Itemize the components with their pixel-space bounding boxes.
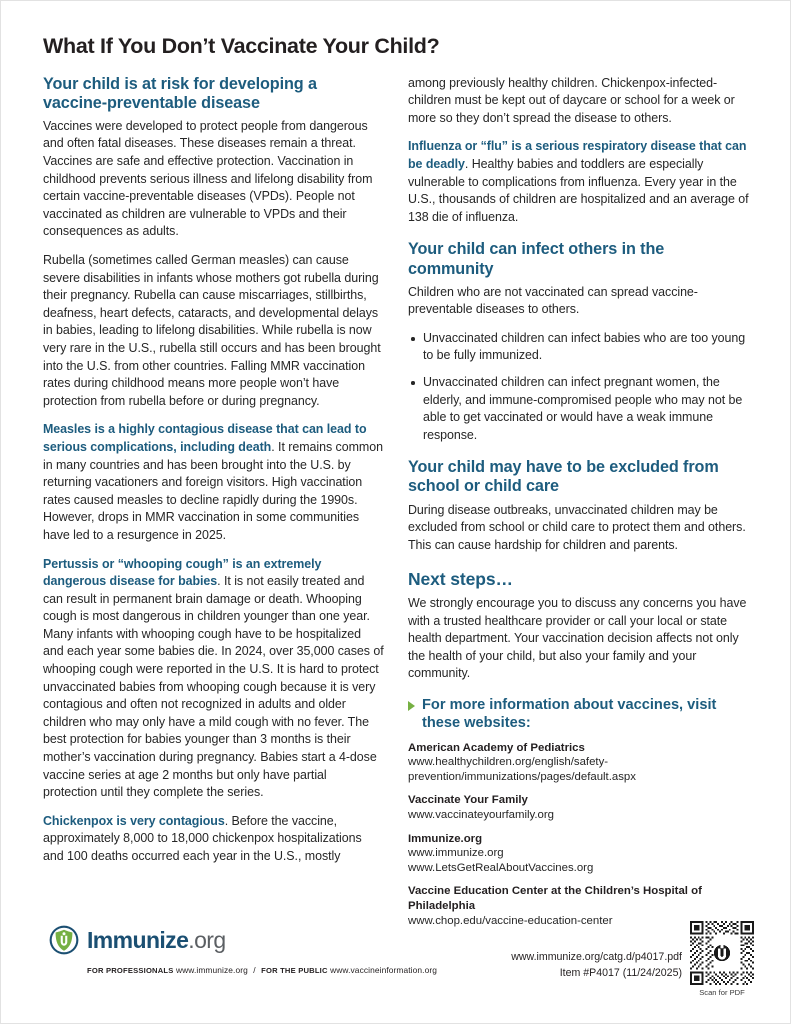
paragraph-vaccines-developed: Vaccines were developed to protect people from dangerous and often fatal diseases. These diseases remain a threat. Vaccines are safe and effective protection. Vaccination in childhood prevents serious illness and lifelong disability from certain vaccine-preventable diseases (VPDs). People not vaccinated as children are vulnerable to VPDs and their consequences as adults. bbox=[43, 118, 373, 239]
footer-separator: / bbox=[253, 965, 256, 975]
triangle-bullet-icon bbox=[408, 701, 415, 711]
doc-meta-text bbox=[511, 921, 682, 981]
resource-name: Vaccine Education Center at the Children’s Hospital of Philadelphia bbox=[408, 885, 702, 912]
right-column bbox=[408, 75, 749, 928]
item-number: Item #P4017 (11/24/2025) bbox=[559, 967, 682, 979]
resource-entry bbox=[408, 832, 749, 876]
resource-entry bbox=[408, 793, 749, 822]
resource-name: Vaccinate Your Family bbox=[408, 794, 528, 807]
heading-infect-others: Your child can infect others in the community bbox=[408, 240, 665, 278]
immunize-shield-logo-icon bbox=[49, 925, 79, 955]
chickenpox-lead-in: Chickenpox is very contagious bbox=[43, 813, 225, 828]
two-column-layout bbox=[43, 75, 750, 928]
heading-excluded-from-school: Your child may have to be excluded from school or child care bbox=[408, 458, 719, 496]
heading-risk-developing-vpd: Your child is at risk for developing a vaccine-preventable disease bbox=[43, 74, 317, 112]
brand-tld: .org bbox=[188, 926, 226, 953]
paragraph-excluded-from-school: During disease outbreaks, unvaccinated children may be excluded from school or child care to protect them and others. This can cause hardship for children and parents. bbox=[408, 502, 746, 552]
paragraph-chickenpox bbox=[43, 813, 384, 866]
paragraph-influenza bbox=[408, 138, 749, 226]
page-content bbox=[43, 35, 750, 928]
measles-body: . It remains common in many countries and has been brought into the U.S. by returning vacationers and foreign visitors. High vaccination rates caused measles to decline rapidly during the 1990s. However, drops in MMR vaccination in some communities have led to a resurgence in 2025. bbox=[43, 439, 383, 542]
resource-url[interactable]: www.immunize.org bbox=[408, 847, 504, 860]
influenza-lead-in: Influenza or “flu” is a serious respiratory disease that can be deadly bbox=[408, 139, 747, 172]
resource-entry bbox=[408, 741, 749, 785]
brand-name: Immunize bbox=[87, 926, 189, 953]
paragraph-pertussis bbox=[43, 556, 384, 802]
chickenpox-body: . Before the vaccine, approximately 8,000 to 18,000 chickenpox hospitalizations and 100 deaths occurred each year in the U.S., mostly bbox=[43, 813, 362, 864]
qr-block bbox=[690, 921, 754, 997]
paragraph-measles bbox=[43, 421, 384, 544]
immunize-brand bbox=[49, 925, 226, 955]
qr-caption: Scan for PDF bbox=[699, 988, 745, 997]
resource-url[interactable]: www.LetsGetRealAboutVaccines.org bbox=[408, 861, 594, 874]
pertussis-lead-in: Pertussis or “whooping cough” is an extremely dangerous disease for babies bbox=[43, 556, 322, 589]
left-column bbox=[43, 75, 384, 866]
resource-url[interactable]: www.chop.edu/vaccine-education-center bbox=[408, 914, 613, 927]
resources-heading bbox=[408, 697, 749, 733]
page-title: What If You Don’t Vaccinate Your Child? bbox=[43, 34, 440, 58]
brand-wordmark bbox=[87, 926, 226, 953]
for-professionals-label: FOR PROFESSIONALS bbox=[87, 966, 174, 975]
paragraph-rubella: Rubella (sometimes called German measles) can cause severe disabilities in infants whose mothers got rubella during their pregnancy. Rubella can cause miscarriages, stillbirths, deafness, heart defects, cataracts, and developmental delays in babies, leading to lifelong disabilities. While rubella is now very rare in the U.S., rubella still occurs and has been brought into the U.S. from other countries. Falling MMR vaccination rates during childhood means more people won’t have protection from rubella before or during pregnancy. bbox=[43, 253, 381, 408]
footer-document-meta bbox=[511, 921, 754, 997]
paragraph-infect-others: Children who are not vaccinated can spread vaccine-preventable diseases to others. bbox=[408, 284, 698, 317]
for-professionals-url[interactable]: www.immunize.org bbox=[175, 965, 248, 975]
resources-section bbox=[408, 697, 749, 928]
footer-audience-urls bbox=[87, 965, 437, 975]
page-footer bbox=[43, 921, 754, 1007]
resources-heading-text: For more information about vaccines, visit these websites: bbox=[422, 696, 717, 731]
for-the-public-label: FOR THE PUBLIC bbox=[261, 966, 328, 975]
resource-name: American Academy of Pediatrics bbox=[408, 741, 585, 754]
resource-name: Immunize.org bbox=[408, 832, 483, 845]
paragraph-chickenpox-continued: among previously healthy children. Chickenpox-infected-children must be kept out of daycare or school for a week or more so they don’t spread the disease to others. bbox=[408, 75, 735, 125]
influenza-body: . Healthy babies and toddlers are especially vulnerable to complications from influenza. Every year in the U.S., thousands of children are hospitalized and an average of 138 die of influenza. bbox=[408, 157, 749, 224]
list-item: Unvaccinated children can infect babies who are too young to be fully immunized. bbox=[408, 330, 749, 365]
qr-code-icon[interactable] bbox=[690, 921, 754, 985]
infect-others-bullet-list bbox=[408, 330, 749, 445]
paragraph-next-steps: We strongly encourage you to discuss any concerns you have with a trusted healthcare provider or call your local or state health department. Your vaccination decision affects not only the health of your child, but also your family and your community. bbox=[408, 596, 747, 681]
measles-lead-in: Measles is a highly contagious disease that can lead to serious complications, including death bbox=[43, 422, 367, 454]
list-item: Unvaccinated children can infect pregnant women, the elderly, and immune-compromised people who may not be able to get vaccinated or would have a weak immune response. bbox=[408, 374, 749, 444]
pertussis-body: . It is not easily treated and can result in permanent brain damage or death. Whooping cough is most dangerous in children younger than one year. Many infants with whooping cough have to be hospitalized and each year some babies die. In 2024, over 35,000 cases of whooping cough were reported in the U.S. It is hard to protect unvaccinated babies from whooping cough because it is very contagious and often not recognized in adults and older children who may only have a mild cough with no fever. The best protection for babies younger than 3 months is their mother’s vaccination during pregnancy. Babies start a 4-dose vaccine series at age 2 months but only have partial protection until they complete the series. bbox=[43, 574, 384, 800]
resource-url[interactable]: www.vaccinateyourfamily.org bbox=[408, 808, 555, 821]
pdf-url[interactable]: www.immunize.org/catg.d/p4017.pdf bbox=[511, 951, 682, 963]
for-the-public-url[interactable]: www.vaccineinformation.org bbox=[330, 965, 437, 975]
resource-url[interactable]: www.healthychildren.org/english/safety-prevention/immunizations/pages/default.aspx bbox=[408, 756, 636, 783]
heading-next-steps: Next steps… bbox=[408, 569, 513, 590]
